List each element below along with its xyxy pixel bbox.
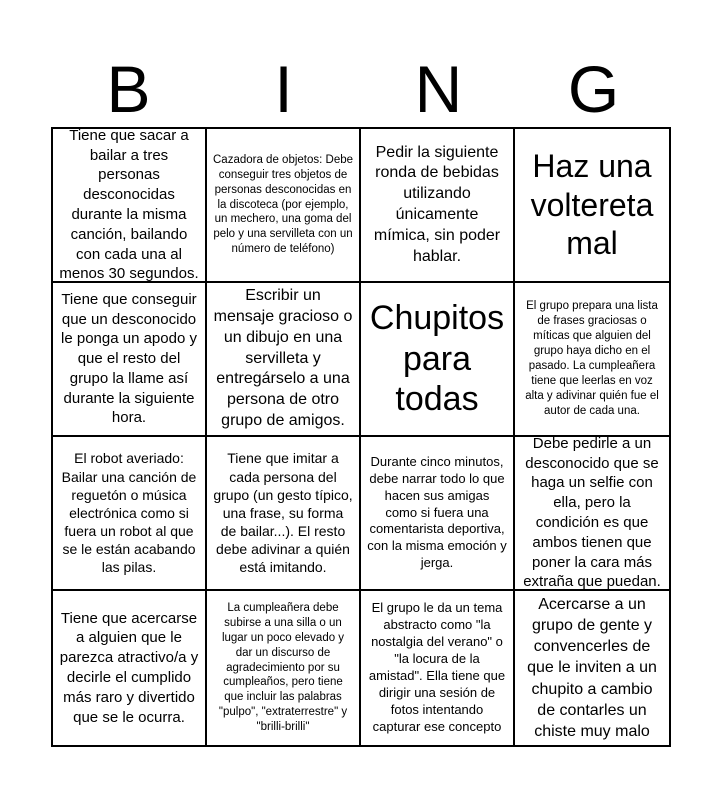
header-letter-g: G <box>567 52 620 126</box>
bingo-cell[interactable] <box>207 591 361 745</box>
bingo-cell[interactable] <box>515 283 669 437</box>
cell-text: Chupitos para todas <box>369 298 505 419</box>
cell-text: Durante cinco minutos, debe narrar todo lo que hacen sus amigas como si fuera una comentarista deportiva, con la misma emoción y jerga. <box>367 453 507 571</box>
header-letter-b: B <box>106 52 151 126</box>
bingo-header <box>51 50 671 128</box>
cell-text: Haz una voltereta mal <box>530 148 654 262</box>
cell-text: Tiene que conseguir que un desconocido le ponga un apodo y que el resto del grupo la llame así durante la siguiente hora. <box>61 290 197 427</box>
bingo-cell[interactable] <box>53 591 207 745</box>
bingo-cell[interactable] <box>361 129 515 283</box>
bingo-cell[interactable] <box>53 283 207 437</box>
cell-text: Tiene que acercarse a alguien que le parezca atractivo/a y decirle el cumplido más raro y divertido que se le ocurra. <box>59 609 199 726</box>
bingo-cell[interactable] <box>53 437 207 591</box>
cell-text: Tiene que imitar a cada persona del grupo (un gesto típico, una frase, su forma de bailar...). El resto debe adivinar a quién está imitando. <box>213 450 353 576</box>
cell-text: Cazadora de objetos: Debe conseguir tres objetos de personas desconocidas en la discoteca (por ejemplo, un mechero, una goma del pelo y una servilleta con un número de teléfono) <box>213 153 354 256</box>
bingo-cell[interactable] <box>515 437 669 591</box>
cell-text: La cumpleañera debe subirse a una silla o un lugar un poco elevado y dar un discurso de agradecimiento por su cumpleaños, pero tiene que incluir las palabras "pulpo", "extraterrestre" y "brilli-brilli" <box>218 601 348 734</box>
header-letter-i: I <box>274 52 293 126</box>
cell-text: El grupo prepara una lista de frases graciosas o míticas que alguien del grupo haya dicho en el pasado. La cumpleañera tiene que leerlas en voz alta y adivinar quién fue el autor de cada una. <box>525 300 659 417</box>
cell-text: Tiene que sacar a bailar a tres personas desconocidas durante la misma canción, bailando con cada una al menos 30 segundos. <box>59 129 199 283</box>
cell-text: Pedir la siguiente ronda de bebidas utilizando únicamente mímica, sin poder hablar. <box>373 143 501 265</box>
cell-text: El robot averiado: Bailar una canción de reguetón o música electrónica como si fuera un robot al que se le están acabando las pilas. <box>61 450 197 576</box>
header-letter-n: N <box>414 52 463 126</box>
cell-text: Acercarse a un grupo de gente y convencerles de que le inviten a un chupito a cambio de contarles un chiste muy malo <box>527 596 657 740</box>
bingo-cell[interactable] <box>207 437 361 591</box>
bingo-cell[interactable] <box>361 283 515 437</box>
cell-text: El grupo le da un tema abstracto como "la nostalgia del verano" o "la locura de la amistad". Ella tiene que dirigir una sesión de fotos intentando capturar ese concepto <box>368 600 506 734</box>
cell-text: Escribir un mensaje gracioso o un dibujo en una servilleta y entregárselo a una persona de otro grupo de amigos. <box>213 287 353 429</box>
bingo-cell[interactable] <box>53 129 207 283</box>
bingo-cell[interactable] <box>361 591 515 745</box>
bingo-grid <box>51 127 671 747</box>
bingo-cell[interactable] <box>207 129 361 283</box>
bingo-cell[interactable] <box>207 283 361 437</box>
bingo-cell[interactable] <box>515 129 669 283</box>
cell-text: Debe pedirle a un desconocido que se haga un selfie con ella, pero la condición es que ambos tienen que poner la cara más extraña que puedan. <box>523 437 661 591</box>
bingo-cell[interactable] <box>361 437 515 591</box>
bingo-cell[interactable] <box>515 591 669 745</box>
